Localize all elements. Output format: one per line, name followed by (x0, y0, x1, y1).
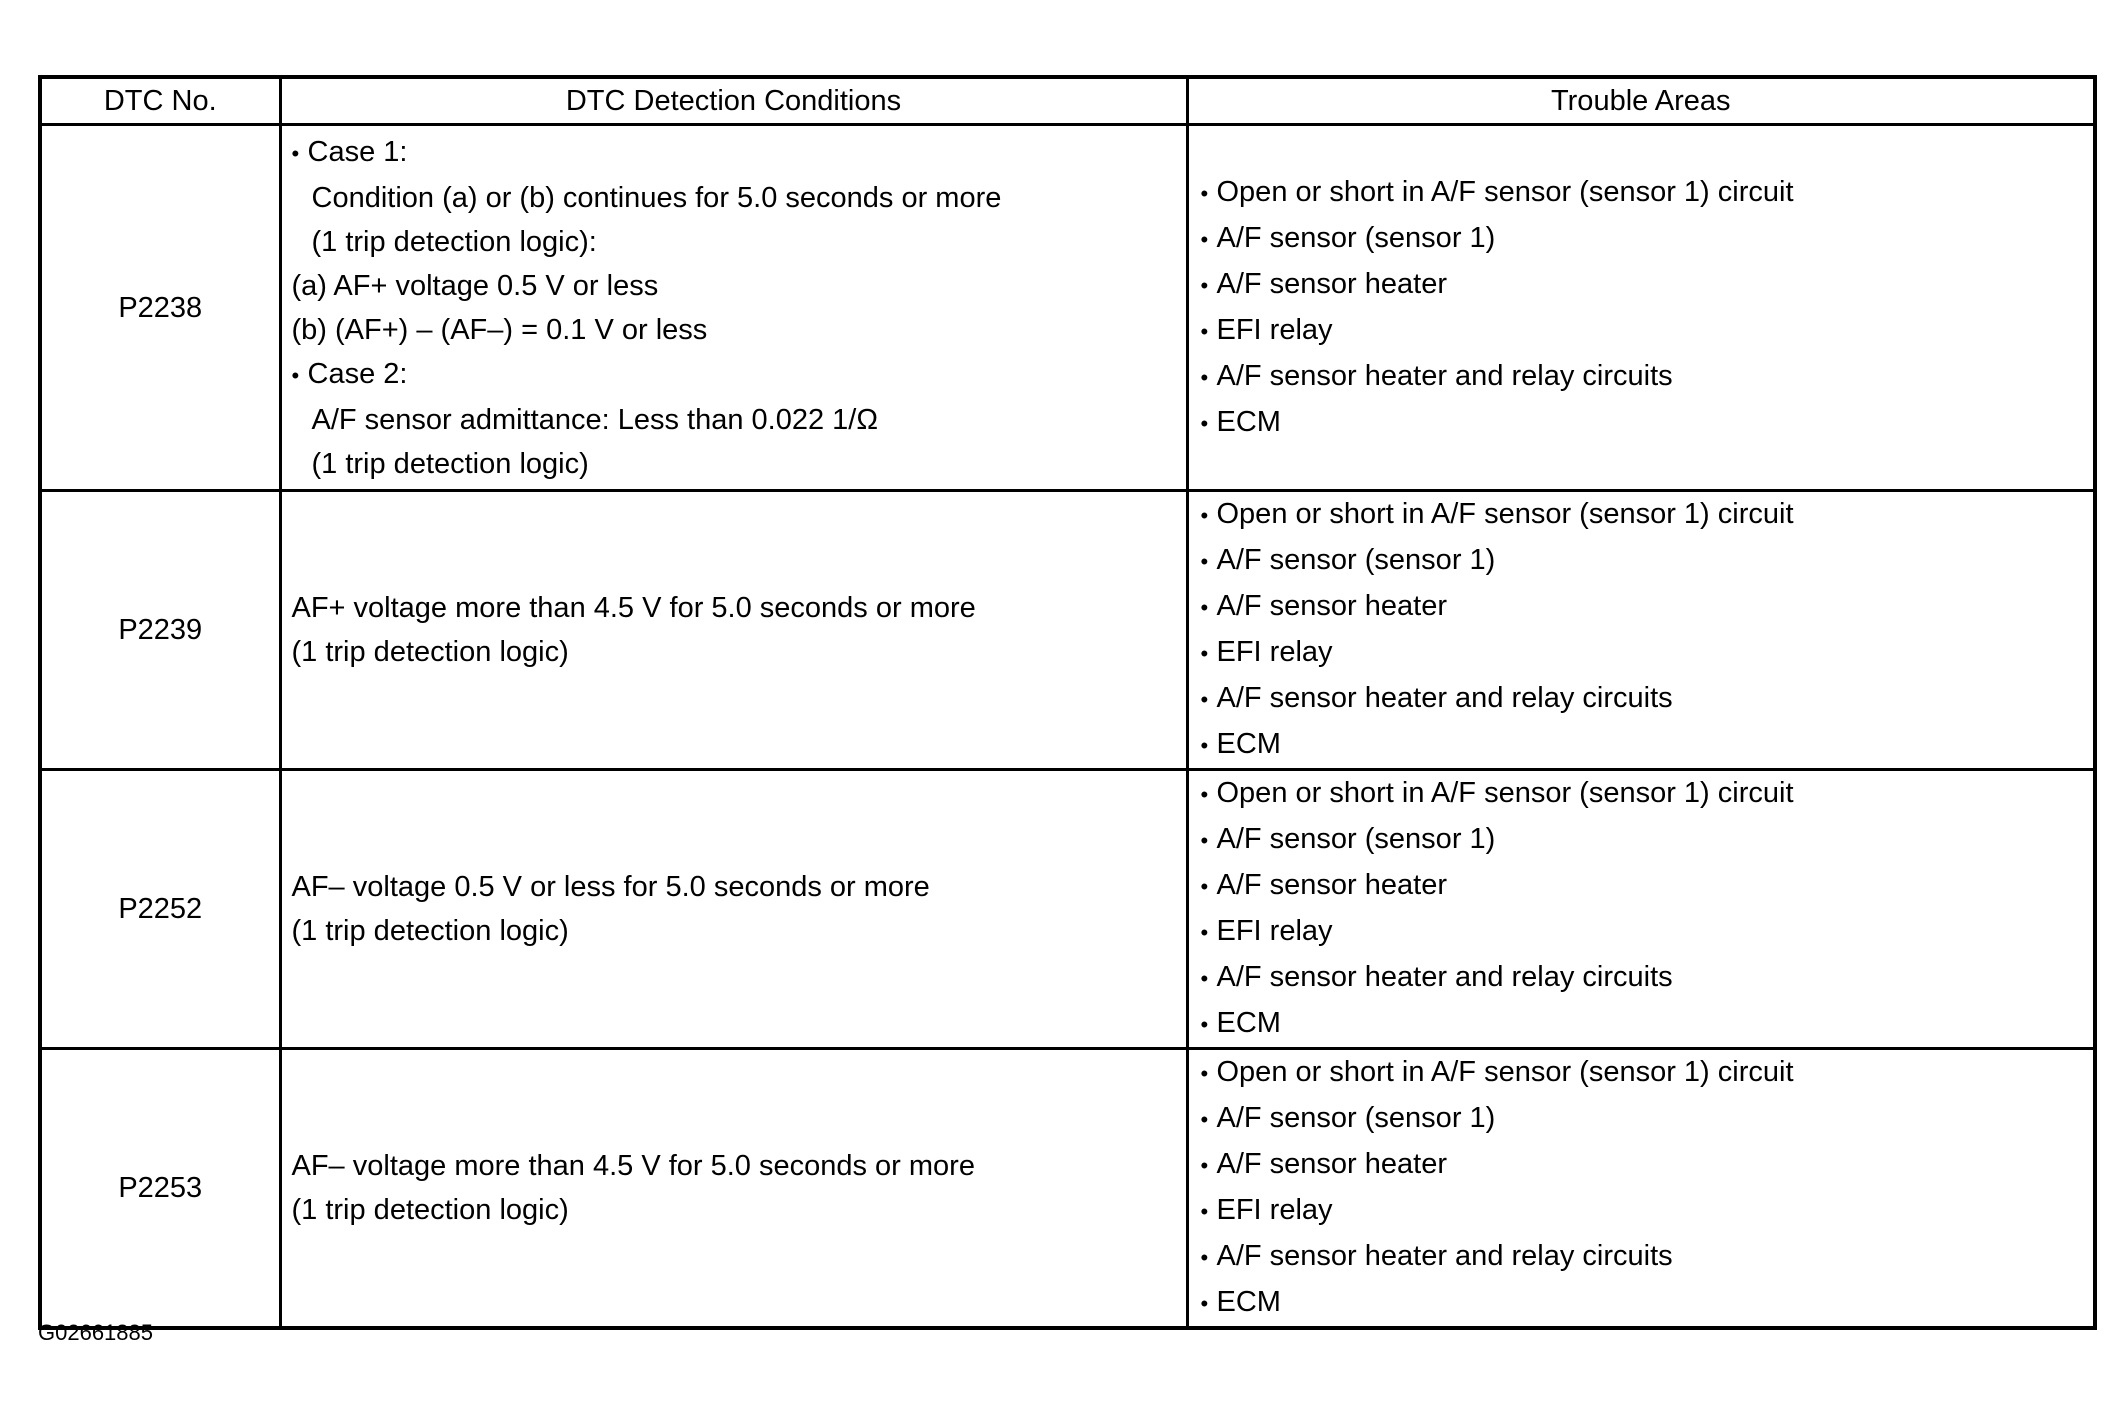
condition-line: (1 trip detection logic): (311, 225, 597, 258)
trouble-area-item: • EFI relay (1201, 308, 2094, 354)
trouble-areas (1187, 491, 2095, 770)
trouble-area-item: • A/F sensor heater (1201, 262, 2094, 308)
trouble-area-item: • A/F sensor heater and relay circuits (1201, 1234, 2094, 1280)
condition-line: • Case 1: (292, 130, 1186, 176)
trouble-area-item: • A/F sensor (sensor 1) (1201, 216, 2094, 262)
detection-conditions (280, 125, 1187, 491)
condition-line: • Case 2: (292, 352, 1186, 398)
dtc-code: P2252 (40, 770, 280, 1049)
table-row (40, 491, 2095, 770)
trouble-area-item: • EFI relay (1201, 630, 2094, 676)
detection-conditions (280, 770, 1187, 1049)
trouble-area-item: • ECM (1201, 1280, 2094, 1326)
condition-line: (1 trip detection logic) (291, 636, 569, 668)
condition-line: Condition (a) or (b) continues for 5.0 seconds or more (311, 181, 1002, 214)
condition-line: A/F sensor admittance: Less than 0.022 1/Ω (311, 403, 879, 436)
condition-line: (1 trip detection logic) (291, 915, 569, 947)
condition-line: (1 trip detection logic) (311, 447, 589, 480)
header-trouble-areas: Trouble Areas (1187, 77, 2095, 125)
trouble-area-item: • ECM (1201, 400, 2094, 446)
trouble-area-item: • A/F sensor heater (1201, 1142, 2094, 1188)
trouble-area-item: • A/F sensor (sensor 1) (1201, 1096, 2094, 1142)
condition-line: (b) (AF+) – (AF–) = 0.1 V or less (291, 313, 708, 346)
trouble-area-item: • Open or short in A/F sensor (sensor 1) circuit (1201, 170, 2094, 216)
header-dtc-no: DTC No. (40, 77, 280, 125)
trouble-areas (1187, 1049, 2095, 1329)
trouble-area-item: • Open or short in A/F sensor (sensor 1) circuit (1201, 771, 2094, 817)
table-row (40, 770, 2095, 1049)
trouble-area-item: • ECM (1201, 1001, 2094, 1047)
trouble-area-item: • A/F sensor heater (1201, 584, 2094, 630)
condition-line: AF– voltage 0.5 V or less for 5.0 seconds or more (291, 871, 930, 903)
trouble-areas (1187, 770, 2095, 1049)
trouble-area-item: • EFI relay (1201, 909, 2094, 955)
trouble-area-item: • ECM (1201, 722, 2094, 768)
dtc-code: P2238 (40, 125, 280, 491)
trouble-area-item: • A/F sensor heater and relay circuits (1201, 676, 2094, 722)
figure-id: G02661885 (38, 1320, 153, 1345)
dtc-code: P2253 (40, 1049, 280, 1329)
trouble-area-item: • A/F sensor (sensor 1) (1201, 817, 2094, 863)
condition-line: (1 trip detection logic) (291, 1194, 569, 1226)
table-row (40, 125, 2095, 491)
condition-line: (a) AF+ voltage 0.5 V or less (291, 269, 659, 302)
header-detection-conditions: DTC Detection Conditions (280, 77, 1187, 125)
trouble-area-item: • A/F sensor (sensor 1) (1201, 538, 2094, 584)
trouble-area-item: • Open or short in A/F sensor (sensor 1) circuit (1201, 1050, 2094, 1096)
trouble-area-item: • EFI relay (1201, 1188, 2094, 1234)
table-row (40, 1049, 2095, 1329)
detection-conditions (280, 1049, 1187, 1329)
trouble-area-item: • A/F sensor heater (1201, 863, 2094, 909)
trouble-area-item: • A/F sensor heater and relay circuits (1201, 955, 2094, 1001)
trouble-area-item: • Open or short in A/F sensor (sensor 1) circuit (1201, 492, 2094, 538)
header-row (40, 77, 2095, 125)
dtc-table (38, 75, 2097, 1330)
trouble-areas (1187, 125, 2095, 491)
trouble-area-item: • A/F sensor heater and relay circuits (1201, 354, 2094, 400)
dtc-code: P2239 (40, 491, 280, 770)
detection-conditions (280, 491, 1187, 770)
condition-line: AF– voltage more than 4.5 V for 5.0 seconds or more (291, 1150, 975, 1182)
condition-line: AF+ voltage more than 4.5 V for 5.0 seconds or more (291, 592, 976, 624)
